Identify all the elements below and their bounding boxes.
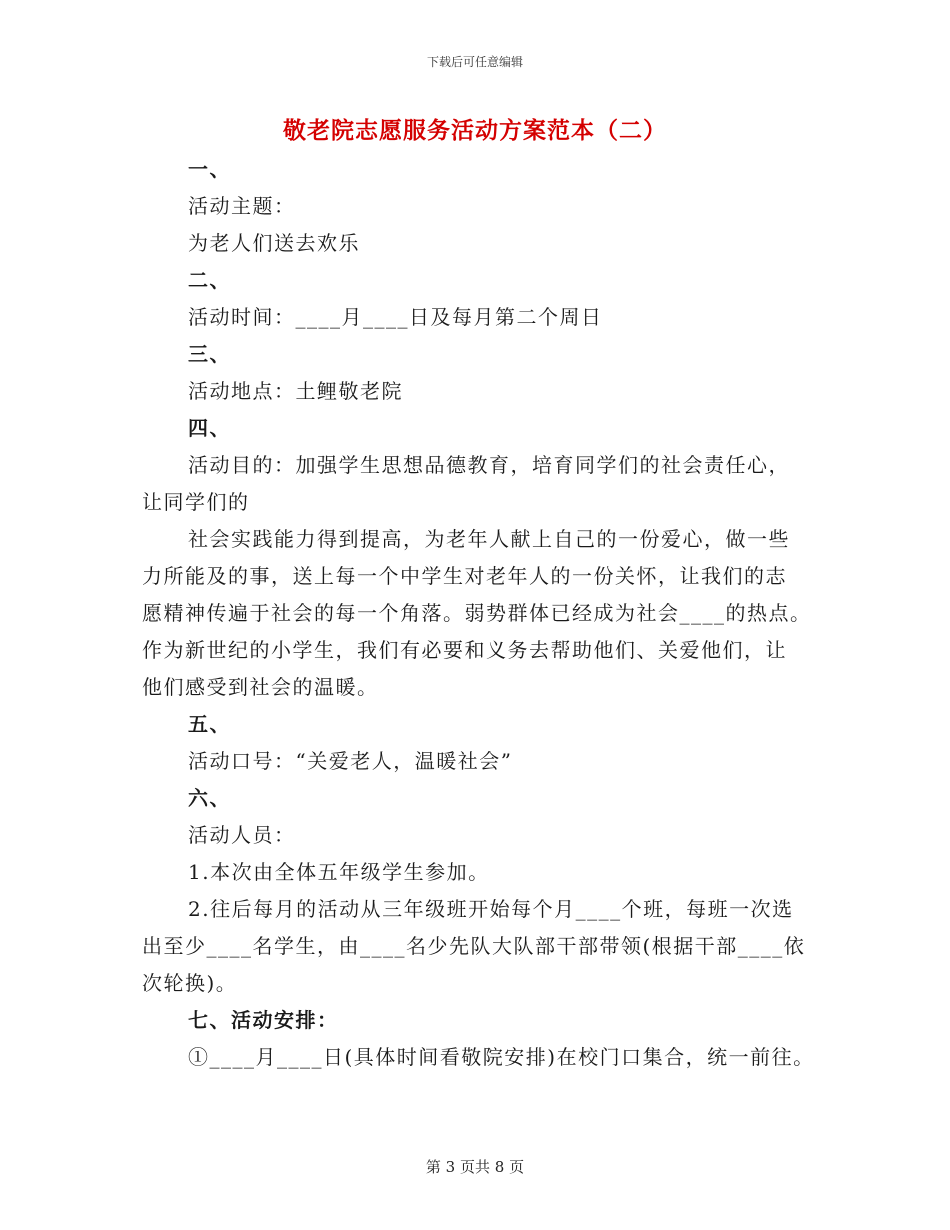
purpose-line-1: 活动目的：加强学生思想品德教育，培育同学们的社会责任心，: [188, 453, 790, 477]
section-heading-5: 五、: [188, 712, 231, 736]
participants-item-2-line-2: 出至少____名学生，由____名少先队大队部干部带领(根据干部____依: [142, 934, 806, 958]
activity-location: 活动地点：土鲤敬老院: [188, 379, 403, 403]
section-heading-7: 七、活动安排：: [188, 1008, 339, 1032]
schedule-item-1: ①____月____日(具体时间看敬院安排)在校门口集合，统一前往。: [188, 1045, 815, 1069]
section-heading-4: 四、: [188, 416, 231, 440]
page-number-footer: 第 3 页共 8 页: [425, 1158, 525, 1176]
participants-item-2-line-1: 2.往后每月的活动从三年级班开始每个月____个班，每班一次选: [188, 897, 794, 921]
purpose-line-4: 力所能及的事，送上每一个中学生对老年人的一份关怀，让我们的志: [142, 564, 787, 588]
participants-label: 活动人员：: [188, 823, 296, 847]
purpose-line-3: 社会实践能力得到提高，为老年人献上自己的一份爱心，做一些: [188, 527, 790, 551]
header-note: 下载后可任意编辑: [426, 55, 523, 69]
activity-slogan: 活动口号：“关爱老人，温暖社会”: [188, 749, 513, 773]
purpose-line-2: 让同学们的: [142, 490, 250, 514]
theme-text: 为老人们送去欢乐: [188, 231, 360, 255]
purpose-line-6: 作为新世纪的小学生，我们有必要和义务去帮助他们、关爱他们，让: [142, 638, 787, 662]
section-heading-1: 一、: [188, 157, 231, 181]
section-heading-2: 二、: [188, 268, 231, 292]
theme-label: 活动主题：: [188, 194, 296, 218]
section-heading-6: 六、: [188, 786, 231, 810]
purpose-line-5: 愿精神传遍于社会的每一个角落。弱势群体已经成为社会____的热点。: [142, 601, 812, 625]
document-title: 敬老院志愿服务活动方案范本（二）: [283, 118, 667, 144]
participants-item-1: 1.本次由全体五年级学生参加。: [188, 860, 490, 884]
activity-time: 活动时间：____月____日及每月第二个周日: [188, 305, 603, 329]
section-heading-3: 三、: [188, 342, 231, 366]
purpose-line-7: 他们感受到社会的温暖。: [142, 675, 379, 699]
participants-item-2-line-3: 次轮换)。: [142, 971, 238, 995]
